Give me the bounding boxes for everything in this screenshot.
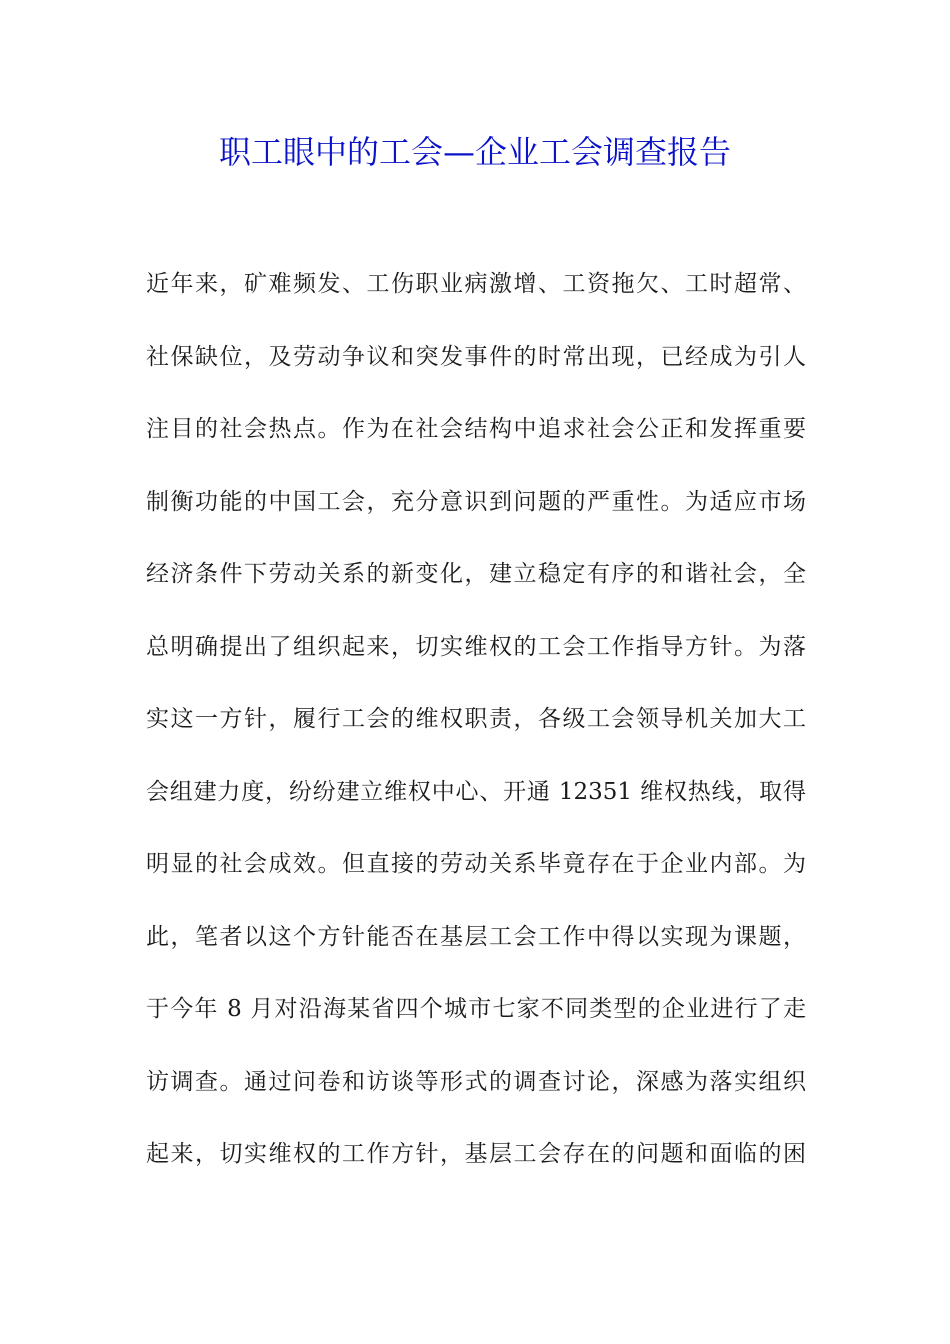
body-line: 注目的社会热点。作为在社会结构中追求社会公正和发挥重要 <box>146 416 806 442</box>
body-line: 制衡功能的中国工会，充分意识到问题的严重性。为适应市场 <box>146 488 806 515</box>
body-line: 总明确提出了组织起来，切实维权的工会工作指导方针。为落 <box>146 633 806 660</box>
body-line: 起来，切实维权的工作方针，基层工会存在的问题和面临的困 <box>146 1141 806 1167</box>
body-line: 会组建力度，纷纷建立维权中心、开通 12351 维权热线，取得 <box>146 778 806 805</box>
body-line: 经济条件下劳动关系的新变化，建立稳定有序的和谐社会，全 <box>146 561 806 587</box>
document-body <box>146 262 806 1205</box>
body-line: 近年来，矿难频发、工伤职业病激增、工资拖欠、工时超常、 <box>146 271 806 297</box>
body-line: 于今年 8 月对沿海某省四个城市七家不同类型的企业进行了走 <box>146 996 806 1022</box>
body-line: 社保缺位，及劳动争议和突发事件的时常出现，已经成为引人 <box>146 343 806 370</box>
body-line: 访调查。通过问卷和访谈等形式的调查讨论，深感为落实组织 <box>146 1068 806 1095</box>
body-line: 此，笔者以这个方针能否在基层工会工作中得以实现为课题， <box>146 923 806 950</box>
document-title: 职工眼中的工会—企业工会调查报告 <box>218 133 731 171</box>
body-line: 明显的社会成效。但直接的劳动关系毕竟存在于企业内部。为 <box>146 851 806 877</box>
body-line: 实这一方针，履行工会的维权职责，各级工会领导机关加大工 <box>146 706 806 732</box>
